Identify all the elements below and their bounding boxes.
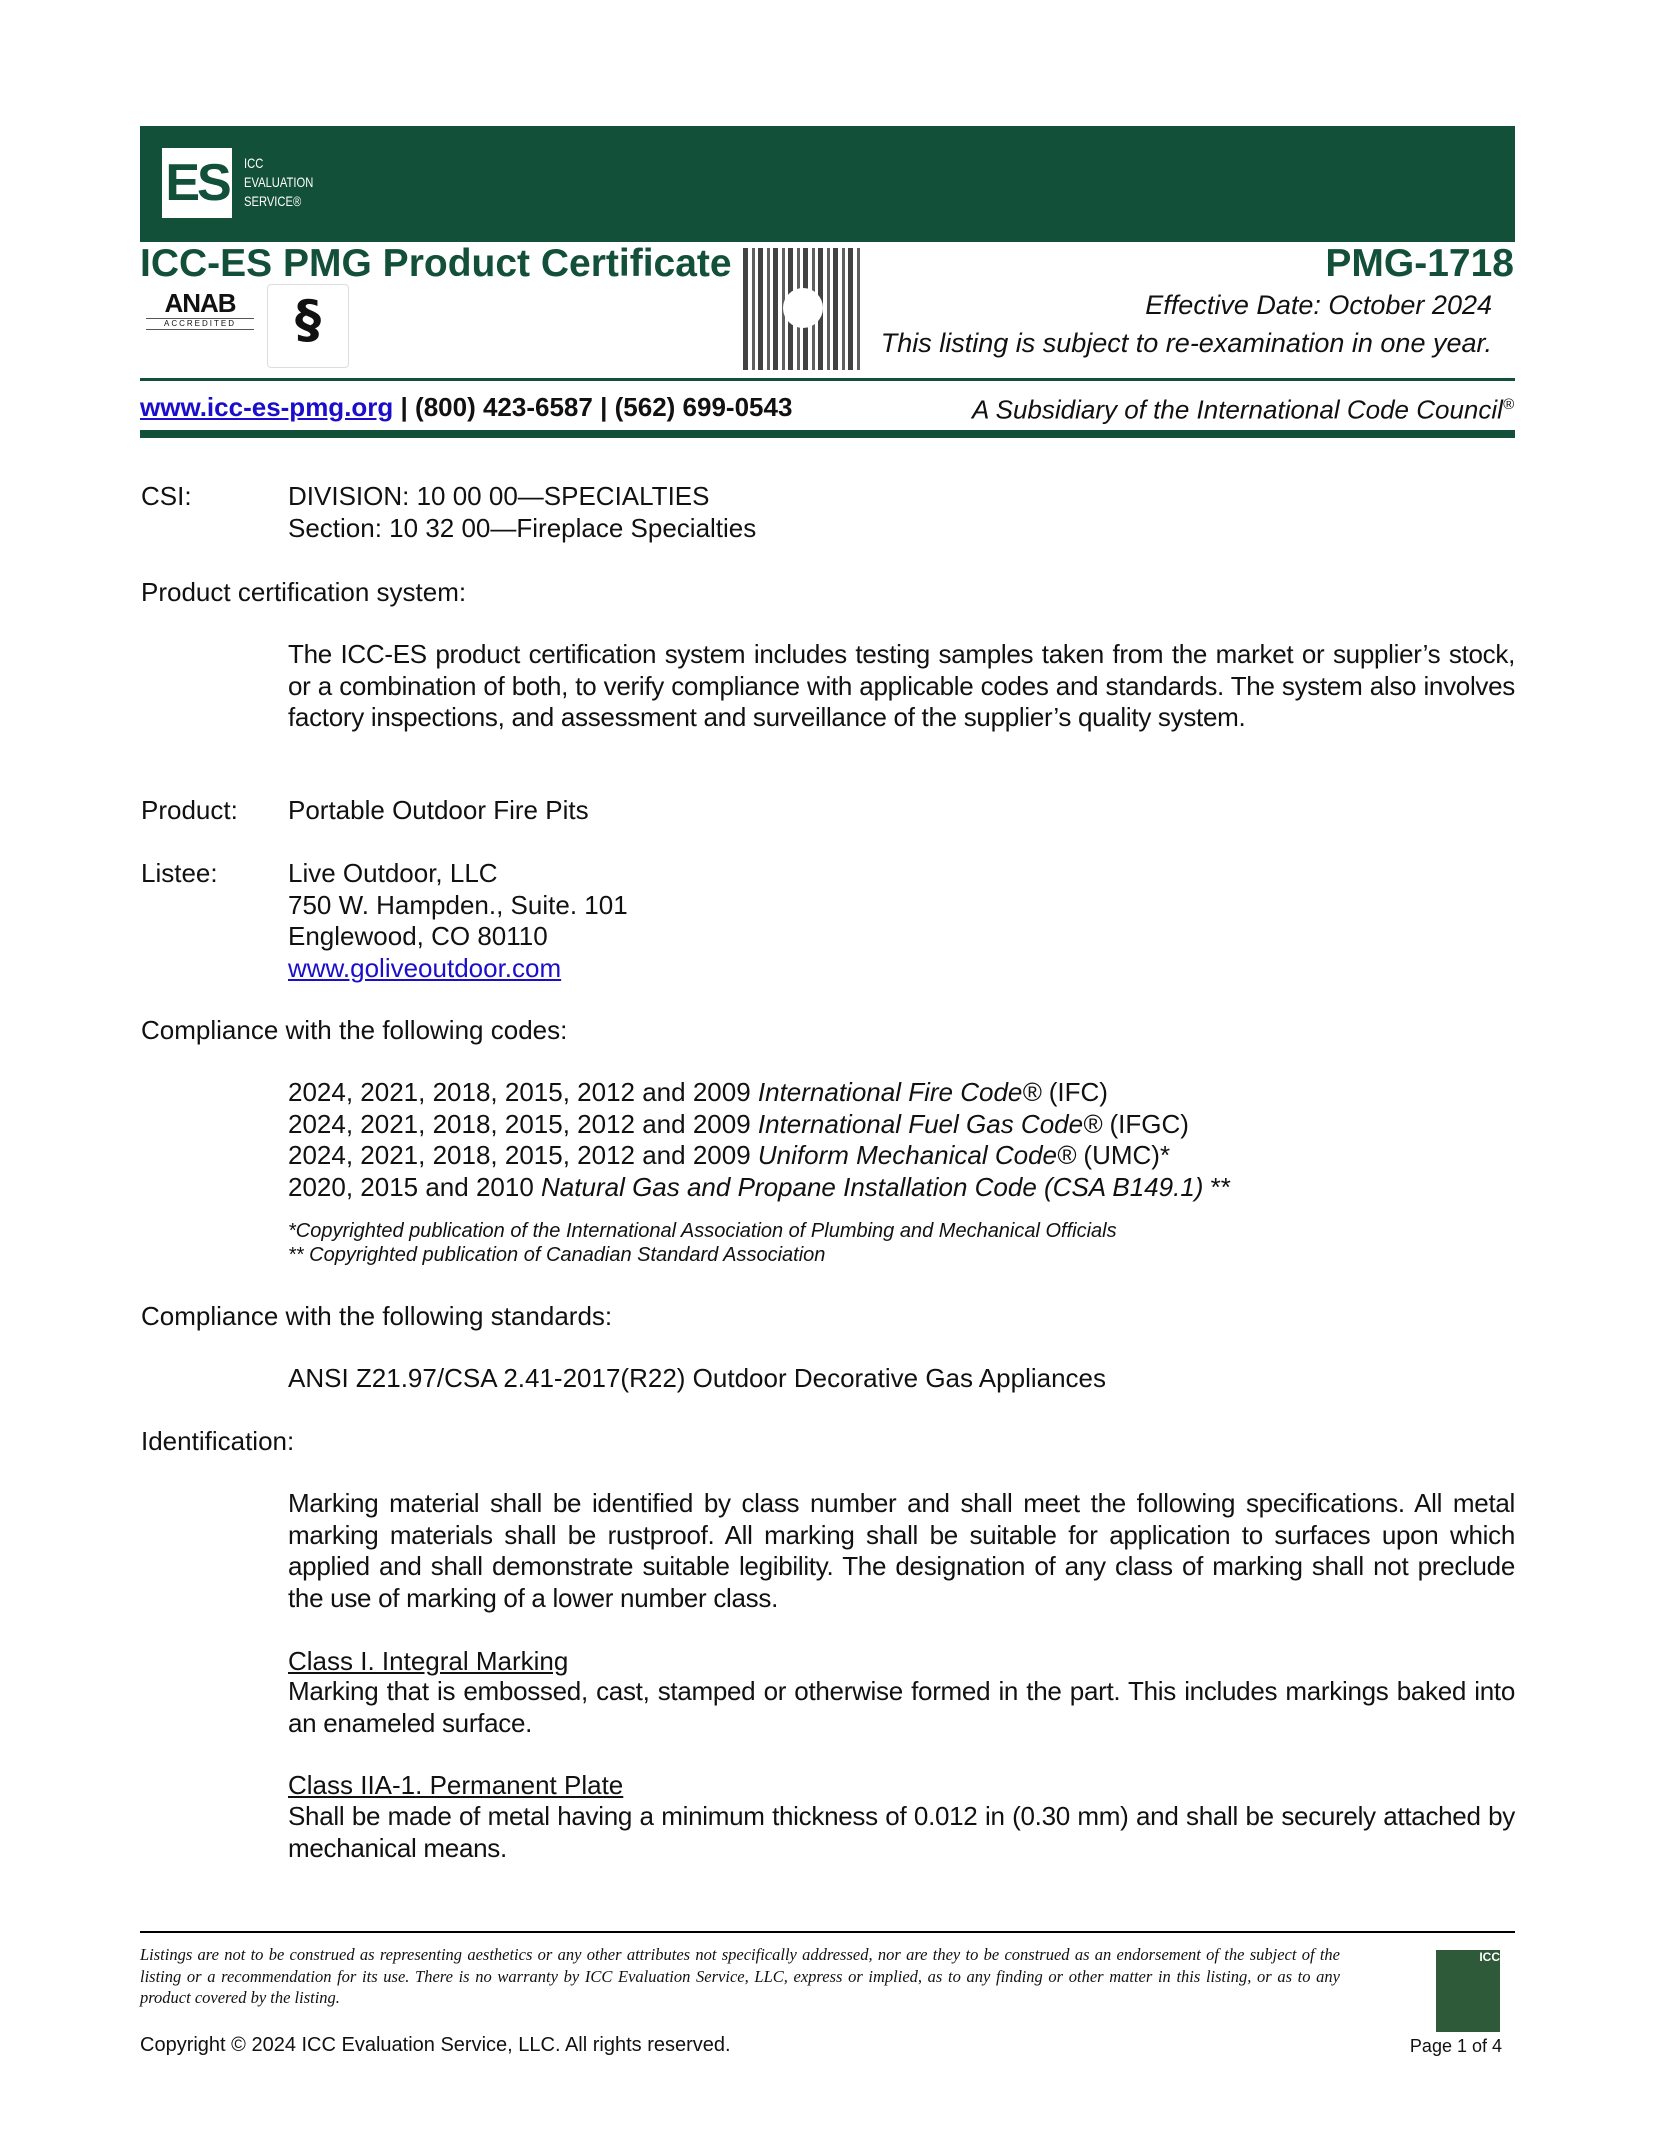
spiral-seal-icon: § bbox=[267, 284, 349, 368]
standard-item: ANSI Z21.97/CSA 2.41-2017(R22) Outdoor Decorative Gas Appliances bbox=[288, 1363, 1106, 1393]
code-suffix: (IFGC) bbox=[1102, 1109, 1189, 1139]
code-years: 2024, 2021, 2018, 2015, 2012 and 2009 bbox=[288, 1077, 758, 1107]
listee-label: Listee: bbox=[141, 858, 218, 888]
qr-code[interactable] bbox=[743, 248, 863, 370]
cert-number: PMG-1718 bbox=[1325, 242, 1514, 285]
code-item bbox=[288, 1139, 1170, 1171]
copyright: Copyright © 2024 ICC Evaluation Service, LLC. All rights reserved. bbox=[140, 2034, 731, 2056]
code-item bbox=[288, 1076, 1108, 1108]
code-name: International Fire Code® bbox=[757, 1077, 1042, 1107]
registered-mark: ® bbox=[1502, 396, 1514, 413]
website-link[interactable]: www.icc-es-pmg.org bbox=[140, 392, 394, 422]
subsidiary-text: A Subsidiary of the International Code Council bbox=[972, 394, 1503, 425]
class2-title: Class IIA-1. Permanent Plate bbox=[288, 1770, 624, 1800]
cert-system-label: Product certification system: bbox=[141, 577, 467, 607]
code-years: 2024, 2021, 2018, 2015, 2012 and 2009 bbox=[288, 1140, 758, 1170]
es-logo-text bbox=[244, 154, 313, 211]
contact-line bbox=[140, 390, 792, 424]
logo-line: ICC bbox=[244, 155, 264, 171]
code-suffix: ** bbox=[1203, 1172, 1231, 1202]
code-item bbox=[288, 1171, 1231, 1203]
identification-text: Marking material shall be identified by class number and shall meet the following specifications. All metal marking materials shall be rustproof. All marking shall be suitable for application to surfaces upon which applied and shall demonstrate suitable legibility. The designation of any class of marking shall not preclude the use of marking of a lower number class. bbox=[288, 1488, 1515, 1613]
listee-website-link[interactable]: www.goliveoutdoor.com bbox=[288, 953, 562, 983]
divider bbox=[140, 378, 1515, 381]
footnote-2: ** Copyrighted publication of Canadian Standard Association bbox=[288, 1244, 826, 1266]
codes-label: Compliance with the following codes: bbox=[141, 1015, 568, 1045]
code-years: 2020, 2015 and 2010 bbox=[288, 1172, 542, 1202]
class1-title: Class I. Integral Marking bbox=[288, 1646, 569, 1676]
phone-1: (800) 423-6587 bbox=[415, 392, 593, 422]
divider bbox=[140, 430, 1515, 438]
csi-label: CSI: bbox=[141, 481, 192, 511]
listee-name: Live Outdoor, LLC bbox=[288, 858, 498, 888]
footnote-1: *Copyrighted publication of the International Association of Plumbing and Mechanical Officials bbox=[288, 1220, 1117, 1242]
product-value: Portable Outdoor Fire Pits bbox=[288, 795, 589, 825]
code-name: Uniform Mechanical Code® bbox=[757, 1140, 1077, 1170]
logo-line: SERVICE® bbox=[244, 193, 302, 209]
effective-date: Effective Date: October 2024 bbox=[1145, 290, 1492, 320]
csi-division: DIVISION: 10 00 00—SPECIALTIES bbox=[288, 481, 710, 511]
separator: | bbox=[400, 392, 408, 422]
page-number: Page 1 of 4 bbox=[1409, 2036, 1502, 2056]
standards-label: Compliance with the following standards: bbox=[141, 1301, 613, 1331]
product-label: Product: bbox=[141, 795, 238, 825]
logo-line: EVALUATION bbox=[244, 174, 314, 190]
footer-divider bbox=[140, 1931, 1515, 1933]
listee-address1: 750 W. Hampden., Suite. 101 bbox=[288, 890, 628, 920]
code-name: International Fuel Gas Code® bbox=[757, 1109, 1103, 1139]
class2-text: Shall be made of metal having a minimum thickness of 0.012 in (0.30 mm) and shall be securely attached by mechanical means. bbox=[288, 1801, 1515, 1863]
disclaimer: Listings are not to be construed as representing aesthetics or any other attributes not specifically addressed, nor are they to be construed as an endorsement of the subject of the listing or a recommendation for its use. There is no warranty by ICC Evaluation Service, LLC, express or implied, as to any finding or other matter in this listing, or as to any product covered by the listing. bbox=[140, 1945, 1340, 2007]
csi-section: Section: 10 32 00—Fireplace Specialties bbox=[288, 513, 757, 543]
code-suffix: (IFC) bbox=[1041, 1077, 1108, 1107]
subsidiary-note bbox=[972, 388, 1514, 427]
header-band bbox=[140, 126, 1515, 242]
code-name: Natural Gas and Propane Installation Code (CSA B149.1) bbox=[541, 1172, 1204, 1202]
separator: | bbox=[600, 392, 608, 422]
es-logo: ES bbox=[162, 148, 232, 218]
listee-address2: Englewood, CO 80110 bbox=[288, 921, 548, 951]
reexam-note: This listing is subject to re-examination in one year. bbox=[880, 328, 1492, 358]
class1-text: Marking that is embossed, cast, stamped or otherwise formed in the part. This includes markings baked into an enameled surface. bbox=[288, 1676, 1515, 1738]
anab-logo bbox=[146, 288, 254, 370]
phone-2: (562) 699-0543 bbox=[614, 392, 793, 422]
anab-text: ANAB bbox=[164, 288, 236, 318]
cert-system-text: The ICC-ES product certification system includes testing samples taken from the market or supplier’s stock, or a combination of both, to verify compliance with applicable codes and standards. The system also involves factory inspections, and assessment and surveillance of the supplier’s quality system. bbox=[288, 639, 1515, 732]
code-suffix: (UMC)* bbox=[1076, 1140, 1171, 1170]
anab-accredited: ACCREDITED bbox=[146, 318, 254, 330]
identification-label: Identification: bbox=[141, 1426, 295, 1456]
code-item bbox=[288, 1108, 1189, 1140]
code-years: 2024, 2021, 2018, 2015, 2012 and 2009 bbox=[288, 1109, 758, 1139]
page-title: ICC-ES PMG Product Certificate bbox=[140, 242, 732, 285]
icc-logo: ICC bbox=[1436, 1950, 1500, 2032]
